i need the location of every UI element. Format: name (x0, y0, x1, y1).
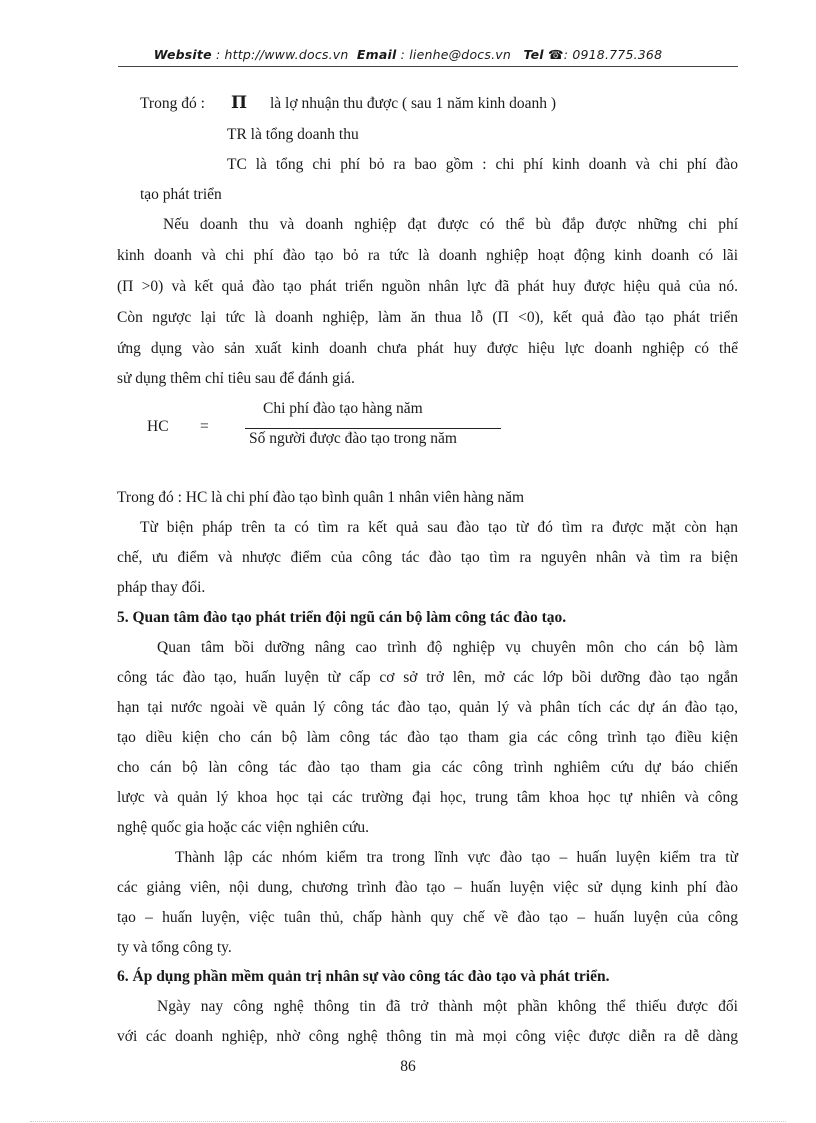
section6-para-line: với các doanh nghiệp, nhờ công nghệ thông tin mà mọi công việc được diễn ra dễ dàng (117, 1028, 738, 1045)
section5-para2-line: tạo – huấn luyện, việc tuân thủ, chấp hành quy chế về đào tạo – huấn luyện của công (117, 909, 738, 926)
tel-label: Tel (523, 47, 544, 62)
section5-para1-line: công tác đào tạo, huấn luyện từ cấp cơ sở trở lên, mở các lớp bồi dưỡng đào tạo ngắn (117, 669, 738, 686)
section5-para1-line: cho cán bộ làn công tác đào tạo tham gia các công trình nghiêm cứu dự báo chiến (117, 759, 738, 776)
section5-para2-line: các giảng viên, nội dung, chương trình đào tạo – huấn luyện việc sử dụng kinh phí đào (117, 879, 738, 896)
formula-numerator: Chi phí đào tạo hàng năm (263, 400, 423, 417)
paragraph1-line: ứng dụng vào sản xuất kinh doanh chưa phát huy được hiệu lực doanh nghiệp có thể (117, 340, 738, 357)
formula-lhs: HC (147, 418, 169, 435)
footer-divider (30, 1121, 786, 1122)
pi-symbol: Π (231, 93, 248, 113)
hc-definition: Trong đó : HC là chi phí đào tạo bình quân 1 nhân viên hàng năm (117, 489, 525, 506)
paragraph1-line: Nếu doanh thu và doanh nghiệp đạt được có thể bù đắp được những chi phí (163, 216, 738, 233)
definition-tr: TR là tổng doanh thu (227, 126, 359, 143)
paragraph2-line: pháp thay đổi. (117, 579, 206, 596)
page-header (0, 47, 816, 62)
phone-icon: ☎ (547, 47, 564, 62)
definition-pi: là lợ nhuận thu được ( sau 1 năm kinh doanh ) (270, 95, 557, 112)
section5-para2-line: Thành lập các nhóm kiểm tra trong lĩnh vực đào tạo – huấn luyện kiểm tra từ (175, 849, 738, 866)
section6-heading: 6. Áp dụng phần mềm quản trị nhân sự vào công tác đào tạo và phát triển. (117, 968, 610, 985)
definition-intro: Trong đó : (140, 95, 205, 112)
paragraph1-line: (Π >0) và kết quả đào tạo phát triển nguồn nhân lực đã phát huy được hiệu quả của nó. (117, 278, 738, 295)
paragraph1-line: Còn ngược lại tức là doanh nghiệp, làm ăn thua lỗ (Π <0), kết quả đào tạo phát triển (117, 309, 738, 326)
paragraph2-line: Từ biện pháp trên ta có tìm ra kết quả sau đào tạo từ đó tìm ra được mặt còn hạn (140, 519, 738, 536)
email-label: Email (356, 47, 397, 62)
section5-heading: 5. Quan tâm đào tạo phát triển đội ngũ cán bộ làm công tác đào tạo. (117, 609, 567, 626)
section5-para1-line: tạo diều kiện cho cán bộ làm công tác đào tạo tham gia các công trình tạo điều kiện (117, 729, 738, 746)
website-label: Website (153, 47, 212, 62)
tel-value: : 0918.775.368 (563, 47, 663, 62)
section5-para1-line: nghệ quốc gia hoặc các viện nghiên cứu. (117, 819, 369, 836)
page-number: 86 (400, 1058, 416, 1075)
section5-para1-line: hạn tại nước ngoài về quản lý công tác đào tạo, quản lý và phân tích các dự án đào tạo, (117, 699, 738, 716)
section5-para1-line: lược và quản lý khoa học tại các trường đại học, trung tâm khoa học tự nhiên và công (117, 789, 738, 806)
definition-tc-continued: tạo phát triển (140, 186, 222, 203)
header-divider (118, 66, 738, 67)
website-value: : http://www.docs.vn (215, 47, 349, 62)
section6-para-line: Ngày nay công nghệ thông tin đã trở thành một phần không thể thiếu được đối (157, 998, 738, 1015)
paragraph1-line: sử dụng thêm chỉ tiêu sau để đánh giá. (117, 370, 355, 387)
paragraph1-line: kinh doanh và chi phí đào tạo bỏ ra tức là doanh nghiệp hoạt động kinh doanh có lãi (117, 247, 738, 264)
section5-para1-line: Quan tâm bồi dưỡng nâng cao trình độ nghiệp vụ chuyên môn cho cán bộ làm (157, 639, 738, 656)
email-value: : lienhe@docs.vn (400, 47, 511, 62)
formula-equals: = (200, 418, 209, 435)
section5-para2-line: ty và tổng công ty. (117, 939, 232, 956)
paragraph2-line: chế, ưu điểm và nhược điểm của công tác đào tạo tìm ra nguyên nhân và tìm ra biện (117, 549, 738, 566)
definition-tc: TC là tổng chi phí bỏ ra bao gồm : chi phí kinh doanh và chi phí đào (227, 156, 738, 173)
formula-denominator: Số người được đào tạo trong năm (249, 430, 457, 447)
